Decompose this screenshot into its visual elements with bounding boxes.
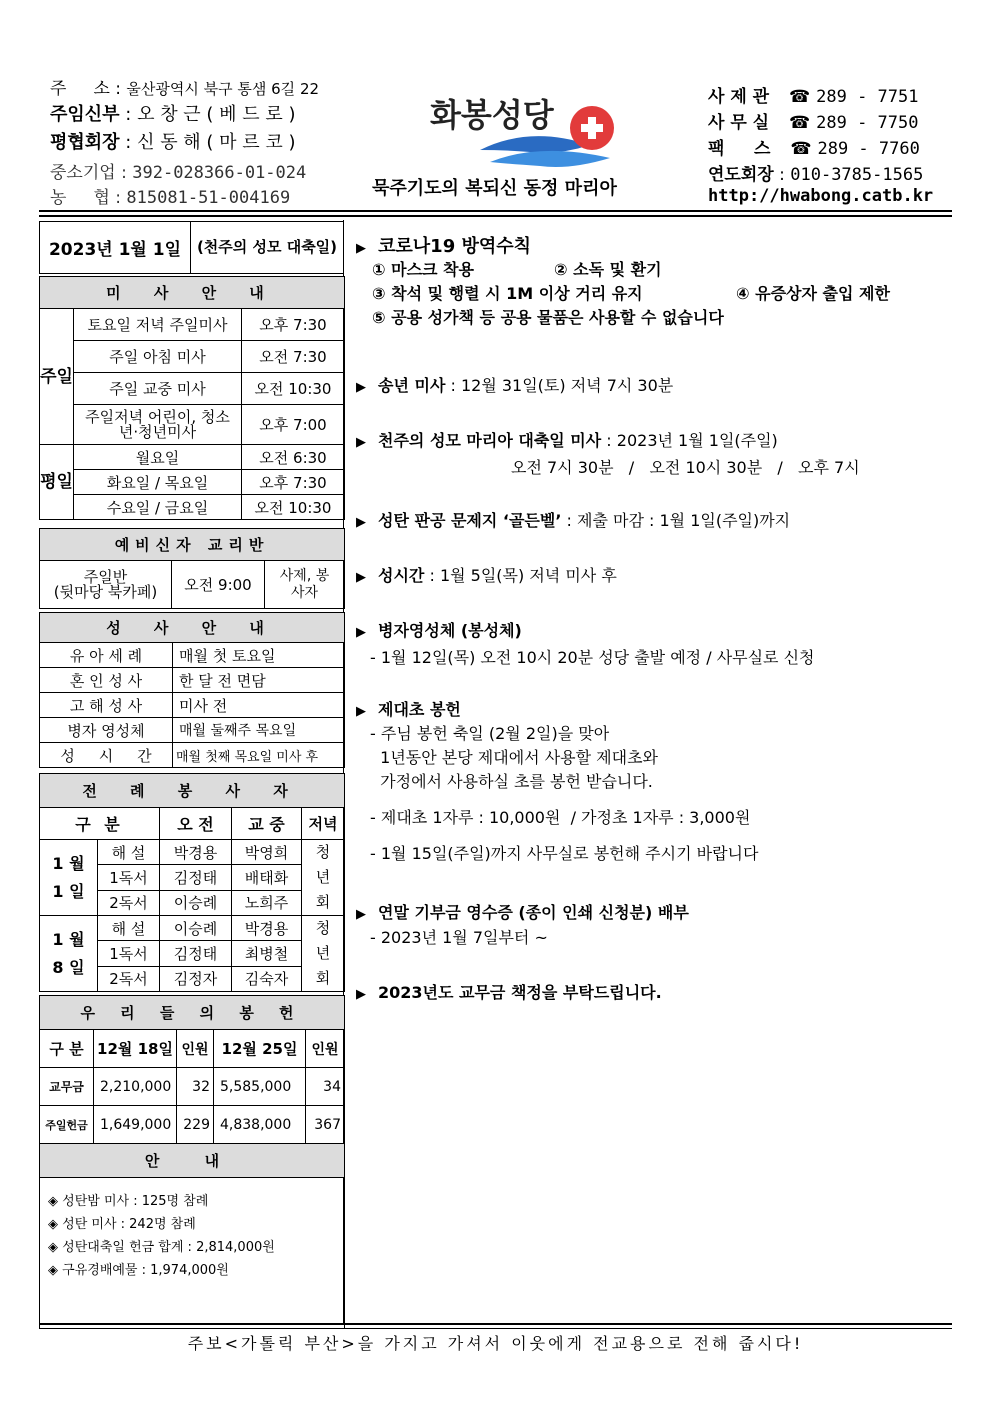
mass-name: 수요일 / 금요일 bbox=[74, 495, 242, 520]
catechumen-class: 주일반 (뒷마당 북카페) bbox=[40, 561, 172, 609]
triangle-bullet-icon: ▶ bbox=[356, 625, 366, 640]
server-role: 2독서 bbox=[98, 890, 160, 915]
chair-line: 평협회장 : 신 동 해 ( 마 르 코 ) bbox=[50, 132, 296, 153]
sacrament-when: 매월 첫째 목요일 미사 후 bbox=[173, 743, 345, 768]
mass-time: 오전 10:30 bbox=[242, 495, 345, 520]
server-evening: 청 년 회 bbox=[302, 840, 345, 916]
server-morning: 김정자 bbox=[160, 966, 232, 991]
notice-item-year-end-mass: ▶ 송년 미사 : 12월 31일(토) 저녁 7시 30분 bbox=[356, 376, 674, 395]
sacrament-when: 미사 전 bbox=[173, 693, 345, 718]
notice-item: ◈ 성탄대축일 헌금 합계 : 2,814,000원 bbox=[48, 1240, 275, 1255]
offering-amount: 2,210,000 bbox=[94, 1068, 177, 1106]
servers-header: 교 중 bbox=[232, 808, 302, 840]
sacrament-when: 매월 첫 토요일 bbox=[173, 643, 345, 668]
triangle-bullet-icon: ▶ bbox=[356, 241, 366, 256]
server-main: 배태화 bbox=[232, 865, 302, 890]
triangle-bullet-icon: ▶ bbox=[356, 570, 366, 585]
mass-name: 화요일 / 목요일 bbox=[74, 470, 242, 495]
bulletin-date: 2023년 1월 1일 bbox=[40, 222, 191, 274]
diamond-icon: ◈ bbox=[48, 1240, 58, 1255]
notice-item-feast-mass: ▶ 천주의 성모 마리아 대축일 미사 : 2023년 1월 1일(주일) 오전 7시 30분 / 오전 10시 30분 / 오후 7시 bbox=[356, 431, 860, 477]
offering-header: 인원 bbox=[177, 1030, 214, 1068]
triangle-bullet-icon: ▶ bbox=[356, 515, 366, 530]
server-main: 노희주 bbox=[232, 890, 302, 915]
servers-header: 저녁 bbox=[302, 808, 345, 840]
pastor-line: 주임신부 : 오 창 근 ( 베 드 로 ) bbox=[50, 104, 296, 125]
offering-amount: 5,585,000 bbox=[214, 1068, 306, 1106]
phone-icon: ☎ bbox=[790, 139, 812, 159]
covid-section bbox=[356, 232, 946, 330]
offering-amount: 4,838,000 bbox=[214, 1106, 306, 1144]
offering-amount: 1,649,000 bbox=[94, 1106, 177, 1144]
bank2-line: 농 협 : 815081-51-004169 bbox=[50, 188, 291, 208]
mass-table bbox=[39, 276, 345, 520]
diamond-icon: ◈ bbox=[48, 1263, 58, 1278]
offering-header: 12월 18일 bbox=[94, 1030, 177, 1068]
covid-rule: ④ 유증상자 출입 제한 bbox=[736, 284, 890, 303]
triangle-bullet-icon: ▶ bbox=[356, 987, 366, 1002]
sacrament-name: 고 해 성 사 bbox=[40, 693, 173, 718]
mass-time: 오후 7:30 bbox=[242, 470, 345, 495]
offering-title: 우 리 들 의 봉 헌 bbox=[40, 996, 345, 1030]
offering-header: 구 분 bbox=[40, 1030, 94, 1068]
offering-name: 교무금 bbox=[40, 1068, 94, 1106]
bank1-line: 중소기업 : 392-028366-01-024 bbox=[50, 163, 307, 183]
sacrament-name: 혼 인 성 사 bbox=[40, 668, 173, 693]
sacrament-name: 유 아 세 례 bbox=[40, 643, 173, 668]
mass-time: 오전 7:30 bbox=[242, 341, 345, 373]
mass-time: 오전 10:30 bbox=[242, 373, 345, 405]
motto: 묵주기도의 복되신 동정 마리아 bbox=[372, 178, 617, 199]
servers-header: 구 분 bbox=[40, 808, 160, 840]
notice-item-golden-bell: ▶ 성탄 판공 문제지 ‘골든벨’ : 제출 마감 : 1월 1일(주일)까지 bbox=[356, 511, 791, 530]
office-contact: 사 무 실 ☎ 289 - 7750 bbox=[708, 113, 919, 133]
notice-item-sick-communion: ▶ 병자영성체 (봉성체) - 1월 12일(목) 오전 10시 20분 성당 출발 예정 / 사무실로 신청 bbox=[356, 621, 815, 667]
server-role: 2독서 bbox=[98, 966, 160, 991]
sacrament-when: 한 달 전 면담 bbox=[173, 668, 345, 693]
sacrament-table bbox=[39, 612, 345, 768]
catechumen-time: 오전 9:00 bbox=[172, 561, 265, 609]
servers-table bbox=[39, 773, 345, 992]
notice-item: ◈ 성탄 미사 : 242명 참례 bbox=[48, 1217, 196, 1232]
server-main: 김숙자 bbox=[232, 966, 302, 991]
mass-time: 오전 6:30 bbox=[242, 445, 345, 470]
weekday-label: 평일 bbox=[40, 445, 74, 520]
notice-item-donation-receipt: ▶ 연말 기부금 영수증 (종이 인쇄 신청분) 배부 - 2023년 1월 7일부터 ~ bbox=[356, 903, 689, 947]
notice-title: 안 내 bbox=[40, 1144, 345, 1178]
church-logo-icon bbox=[470, 100, 630, 175]
catechumen-table bbox=[39, 528, 345, 609]
mass-name: 주일 교중 미사 bbox=[74, 373, 242, 405]
triangle-bullet-icon: ▶ bbox=[356, 435, 366, 450]
offering-people: 34 bbox=[306, 1068, 345, 1106]
server-role: 해 설 bbox=[98, 840, 160, 865]
server-morning: 박경용 bbox=[160, 840, 232, 865]
offering-people: 229 bbox=[177, 1106, 214, 1144]
server-morning: 이승례 bbox=[160, 916, 232, 941]
covid-rules bbox=[372, 258, 946, 330]
server-role: 해 설 bbox=[98, 916, 160, 941]
servers-header: 오 전 bbox=[160, 808, 232, 840]
covid-rule: ③ 착석 및 행렬 시 1M 이상 거리 유지 bbox=[372, 284, 643, 303]
church-name: 화봉성당 bbox=[430, 96, 554, 134]
servers-title: 전 례 봉 사 자 bbox=[40, 774, 345, 808]
sacrament-name: 병자 영성체 bbox=[40, 718, 173, 743]
catechumen-title: 예비신자 교리반 bbox=[40, 529, 345, 561]
mass-name: 주일저녁 어린이, 청소년·청년미사 bbox=[74, 405, 242, 445]
covid-rule: ② 소독 및 환기 bbox=[554, 260, 662, 279]
notice-list bbox=[40, 1178, 345, 1328]
server-main: 박경용 bbox=[232, 916, 302, 941]
address-line: 주 소 : 울산광역시 북구 통샘 6길 22 bbox=[50, 79, 320, 99]
mass-name: 월요일 bbox=[74, 445, 242, 470]
server-morning: 김정태 bbox=[160, 865, 232, 890]
server-evening: 청 년 회 bbox=[302, 916, 345, 992]
mass-time: 오후 7:00 bbox=[242, 405, 345, 445]
offering-table bbox=[39, 995, 345, 1328]
offering-header: 인원 bbox=[306, 1030, 345, 1068]
mass-time: 오후 7:30 bbox=[242, 309, 345, 341]
sacrament-name: 성 시 간 bbox=[40, 743, 173, 768]
notice-item: ◈ 구유경배예물 : 1,974,000원 bbox=[48, 1263, 229, 1278]
servers-date: 1 월 8 일 bbox=[40, 916, 98, 992]
server-morning: 김정태 bbox=[160, 941, 232, 966]
date-box bbox=[39, 221, 344, 274]
notice-item-dues: ▶ 2023년도 교무금 책정을 부탁드립니다. bbox=[356, 983, 662, 1002]
server-role: 1독서 bbox=[98, 941, 160, 966]
offering-header: 12월 25일 bbox=[214, 1030, 306, 1068]
covid-title-line: ▶ 코로나19 방역수칙 bbox=[356, 236, 532, 257]
sacrament-title: 성 사 안 내 bbox=[40, 613, 345, 643]
server-morning: 이승례 bbox=[160, 890, 232, 915]
notice-item: ◈ 성탄밤 미사 : 125명 참례 bbox=[48, 1194, 209, 1209]
triangle-bullet-icon: ▶ bbox=[356, 907, 366, 922]
mass-title: 미 사 안 내 bbox=[40, 277, 345, 309]
notice-item-altar-candle: ▶ 제대초 봉헌 - 주님 봉헌 축일 (2월 2일)을 맞아 1년동안 본당 제대에서 사용할 제대초와 가정에서 사용하실 초를 봉헌 받습니다. - 제대초 1자루 : 10,000원 / 가정초 1자루 : 3,000원 - 1월 15일(주일)까지 사무실로 봉헌해 주시기 바랍니다 bbox=[356, 700, 759, 863]
catechumen-teacher: 사제, 봉사자 bbox=[265, 561, 345, 609]
server-main: 박영희 bbox=[232, 840, 302, 865]
server-main: 최병철 bbox=[232, 941, 302, 966]
covid-rule: ① 마스크 착용 bbox=[372, 260, 474, 279]
contacts bbox=[708, 82, 948, 212]
chair2-contact: 연도회장 : 010-3785-1565 bbox=[708, 165, 924, 185]
phone-icon: ☎ bbox=[789, 113, 811, 133]
sunday-label: 주일 bbox=[40, 309, 74, 445]
offering-people: 32 bbox=[177, 1068, 214, 1106]
footer-message: 주보<가톨릭 부산>을 가지고 가셔서 이웃에게 전교용으로 전해 줍시다! bbox=[187, 1334, 804, 1353]
diamond-icon: ◈ bbox=[48, 1194, 58, 1209]
offering-name: 주일헌금 bbox=[40, 1106, 94, 1144]
phone-icon: ☎ bbox=[789, 87, 811, 107]
rectory-contact: 사 제 관 ☎ 289 - 7751 bbox=[708, 87, 919, 107]
offering-people: 367 bbox=[306, 1106, 345, 1144]
diamond-icon: ◈ bbox=[48, 1217, 58, 1232]
fax-contact: 팩 스 ☎ 289 - 7760 bbox=[708, 139, 920, 159]
triangle-bullet-icon: ▶ bbox=[356, 704, 366, 719]
website-link[interactable]: http://hwabong.catb.kr bbox=[708, 186, 934, 206]
covid-rule: ⑤ 공용 성가책 등 공용 물품은 사용할 수 없습니다 bbox=[372, 308, 724, 327]
triangle-bullet-icon: ▶ bbox=[356, 380, 366, 395]
servers-date: 1 월 1 일 bbox=[40, 840, 98, 916]
sacrament-when: 매월 둘째주 목요일 bbox=[173, 718, 345, 743]
feast-name: (천주의 성모 대축일) bbox=[191, 222, 344, 274]
mass-name: 주일 아침 미사 bbox=[74, 341, 242, 373]
server-role: 1독서 bbox=[98, 865, 160, 890]
mass-name: 토요일 저녁 주일미사 bbox=[74, 309, 242, 341]
notice-item-holy-hour: ▶ 성시간 : 1월 5일(목) 저녁 미사 후 bbox=[356, 566, 617, 585]
